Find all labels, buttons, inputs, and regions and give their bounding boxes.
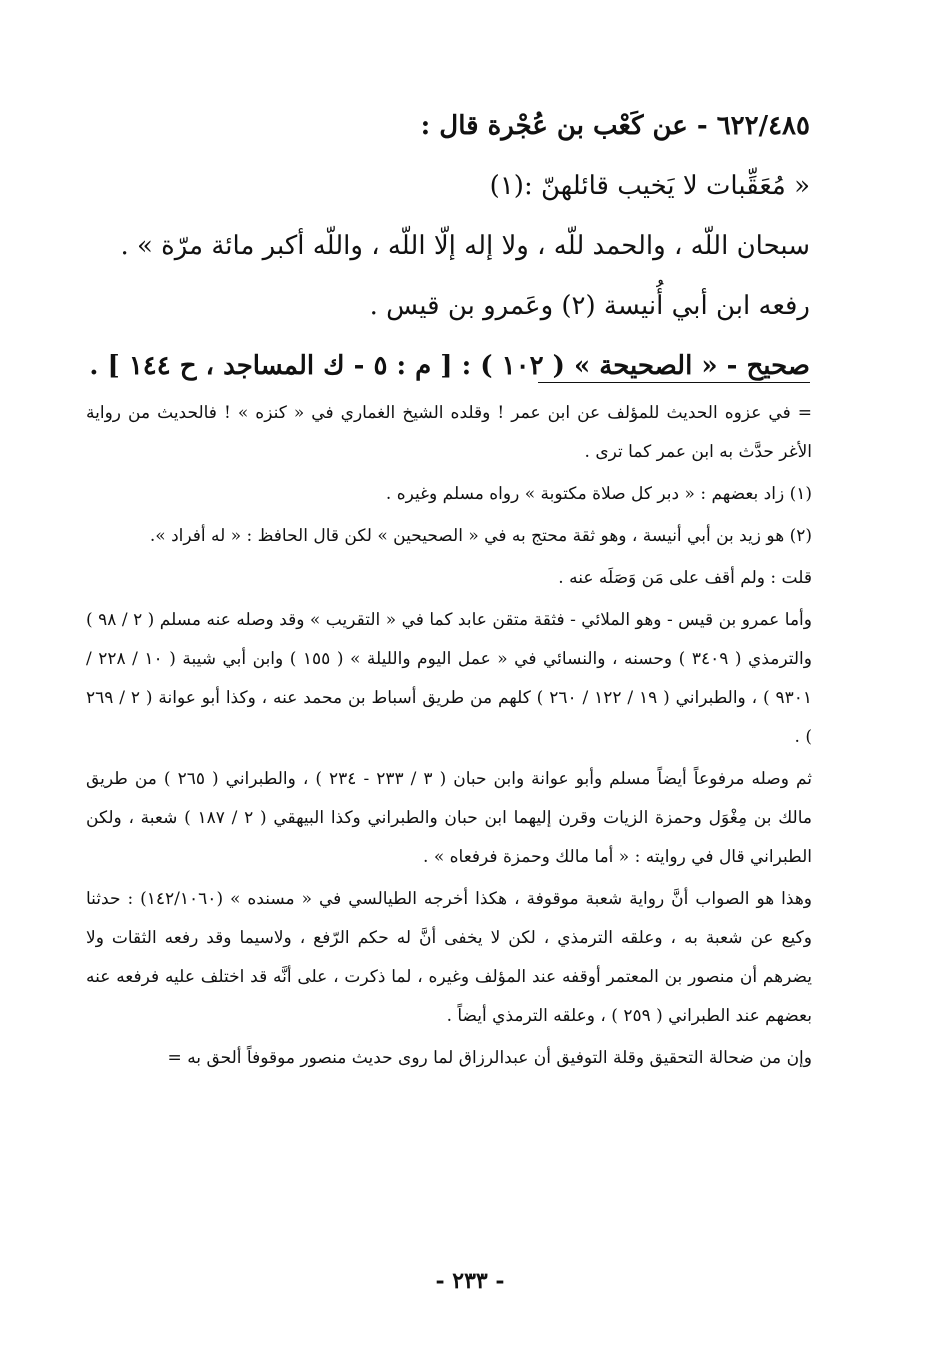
hadith-narration-note: رفعه ابن أبي أُنيسة (٢) وعَمرو بن قيس .	[369, 291, 810, 321]
footnote-2-remark: قلت : ولم أقف على مَن وَصَلَه عنه .	[558, 568, 812, 588]
footnote-2: (٢) هو زيد بن أبي أنيسة ، وهو ثقة محتج به في « الصحيحين » لكن قال الحافظ : « له أفراد ».	[149, 526, 812, 546]
footnote-2-paragraph-3: وهذا هو الصواب أنَّ رواية شعبة موقوفة ، هكذا أخرجه الطيالسي في « مسنده » (١٤٢/١٠٦٠) : حدثنا وكيع عن شعبة به ، وعلقه الترمذي ، لكن لا يخفى أنَّ له حكم الرّفع ، ولاسيما وقد رفعه الثقات ولا يضرهم أن منصور بن المعتمر أوقفه عند المؤلف وغيره ، لما ذكرت ، على أنَّه قد اختلف عليه فرفعه عنه بعضهم عند الطبراني ( ٢٥٩ ) ، وعلقه الترمذي أيضاً .	[86, 889, 813, 1026]
footnote-2-paragraph-1: وأما عمرو بن قيس - وهو الملائي - فثقة متقن عابد كما في « التقريب » وقد وصله عنه مسلم ( ٢ / ٩٨ ) والترمذي ( ٣٤٠٩ ) وحسنه ، والنسائي في « عمل اليوم والليلة » ( ١٥٥ ) وابن أبي شيبة ( ١٠ / ٢٢٨ / ٩٣٠١ ) ، والطبراني ( ١٩ / ١٢٢ / ٢٦٠ ) كلهم من طريق أسباط بن محمد عنه ، وكذا أبو عوانة ( ٢ / ٢٦٩ ) .	[86, 610, 812, 747]
footnote-separator	[538, 382, 810, 383]
hadith-heading-text: ٦٢٢/٤٨٥ - عن كَعْب بن عُجْرة قال :	[420, 111, 810, 141]
footnote-continuation: = في عزوه الحديث للمؤلف عن ابن عمر ! وقلده الشيخ الغماري في « كنزه » ! فالحديث من رواية الأغر حدَّث به ابن عمر كما ترى .	[86, 403, 812, 462]
footnote-2-paragraph-2: ثم وصله مرفوعاً أيضاً مسلم وأبو عوانة وابن حبان ( ٣ / ٢٣٣ - ٢٣٤ ) ، والطبراني ( ٢٦٥ ) من طريق مالك بن مِغْوَل وحمزة الزيات وقرن إليهما ابن حبان والطبراني وكذا البيهقي ( ٢ / ١٨٧ ) شعبة ، ولكن الطبراني قال في روايته : « أما مالك وحمزة فرفعاه » .	[86, 769, 812, 867]
footnotes-block	[86, 394, 812, 1081]
footnote-1: (١) زاد بعضهم : « دبر كل صلاة مكتوبة » رواه مسلم وغيره .	[385, 484, 812, 504]
page-number: - ٢٣٣ -	[435, 1268, 505, 1294]
hadith-block	[89, 96, 810, 396]
footnote-2-paragraph-4: وإن من ضحالة التحقيق وقلة التوفيق أن عبدالرزاق لما روى حديث منصور موقوفاً ألحق به =	[167, 1048, 812, 1068]
hadith-text-line-2: سبحان اللّه ، والحمد للّه ، ولا إله إلّا اللّه ، واللّه أكبر مائة مرّة » .	[120, 231, 810, 261]
hadith-grading	[89, 336, 810, 396]
hadith-text-line-1: « مُعَقِّبات لا يَخيب قائلهنّ :(١)	[489, 171, 810, 201]
hadith-heading	[100, 96, 810, 156]
hadith-grading-text: صحيح - « الصحيحة » ( ١٠٢ ) : [ م : ٥ - ك المساجد ، ح ١٤٤ ] .	[89, 351, 810, 381]
